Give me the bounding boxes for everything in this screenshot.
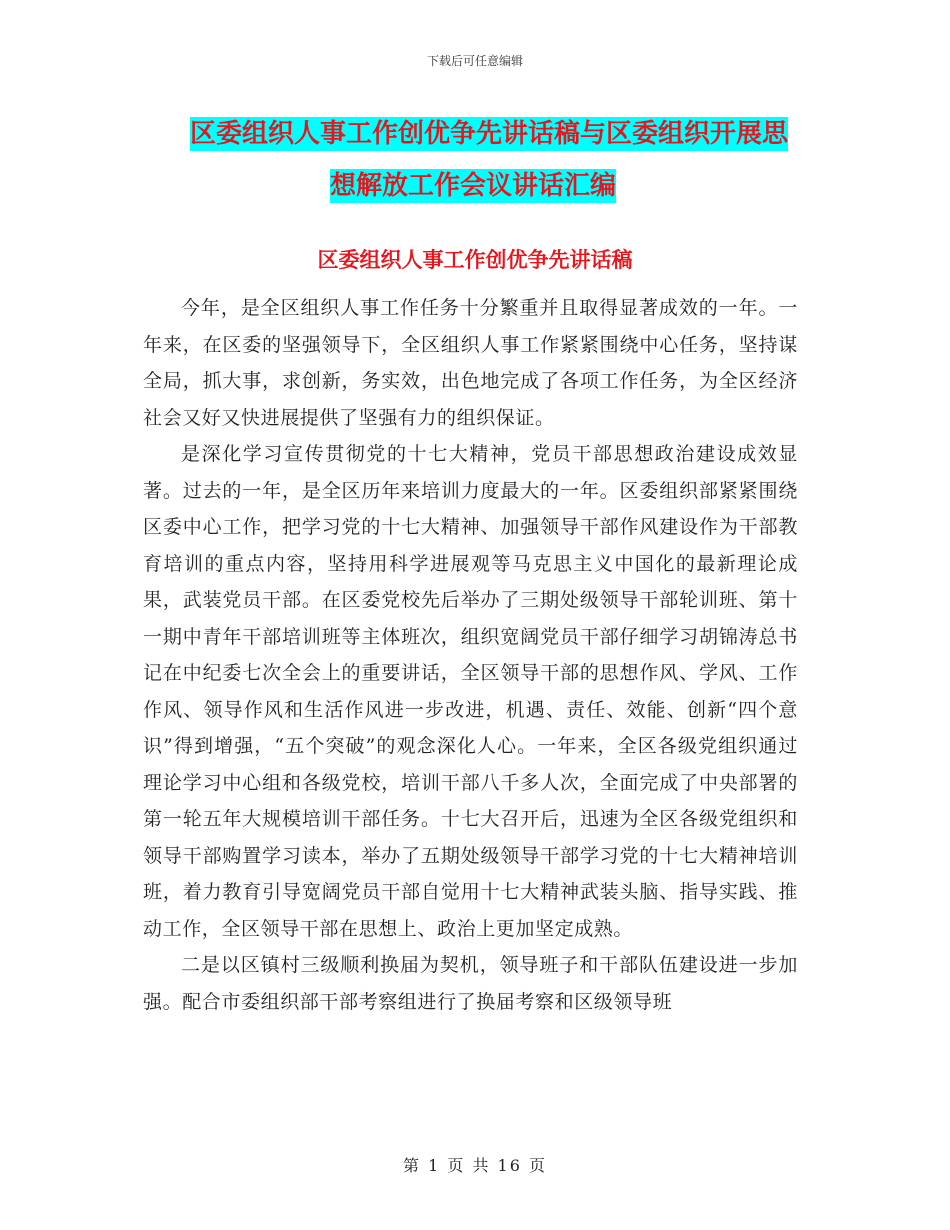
header-note: 下载后可任意编辑 xyxy=(426,54,523,68)
page-footer: 第 1 页 共 16 页 xyxy=(403,1156,547,1175)
paragraph: 今年，是全区组织人事工作任务十分繁重并且取得显著成效的一年。一年来，在区委的坚强领导下，全区组织人事工作紧紧围绕中心任务，坚持谋全局，抓大事，求创新，务实效，出色地完成了各项工作任务，为全区经济社会又好又快进展提供了坚强有力的组织保证。 xyxy=(143,297,798,429)
main-title-line-2 xyxy=(190,160,810,212)
section-title: 区委组织人事工作创优争先讲话稿 xyxy=(317,248,633,272)
paragraph: 是深化学习宣传贯彻党的十七大精神，党员干部思想政治建设成效显著。过去的一年，是全区历年来培训力度最大的一年。区委组织部紧紧围绕区委中心工作，把学习党的十七大精神、加强领导干部作风建设作为干部教育培训的重点内容，坚持用科学进展观等马克思主义中国化的最新理论成果，武装党员干部。在区委党校先后举办了三期处级领导干部轮训班、第十一期中青年干部培训班等主体班次，组织宽阔党员干部仔细学习胡锦涛总书记在中纪委七次全会上的重要讲话，全区领导干部的思想作风、学风、工作作风、领导作风和生活作风进一步改进，机遇、责任、效能、创新“四个意识”得到增强，“五个突破”的观念深化人心。一年来，全区各级党组织通过理论学习中心组和各级党校，培训干部八千多人次，全面完成了中央部署的第一轮五年大规模培训干部任务。十七大召开后，迅速为全区各级党组织和领导干部购置学习读本，举办了五期处级领导干部学习党的十七大精神培训班，着力教育引导宽阔党员干部自觉用十七大精神武装头脑、指导实践、推动工作，全区领导干部在思想上、政治上更加坚定成熟。 xyxy=(143,443,798,940)
main-title-line-1 xyxy=(190,108,810,160)
main-title-line-2-text: 想解放工作会议讲话汇编 xyxy=(330,171,617,201)
body-text xyxy=(143,290,798,1020)
paragraph: 二是以区镇村三级顺利换届为契机，领导班子和干部队伍建设进一步加强。配合市委组织部干部考察组进行了换届考察和区级领导班 xyxy=(143,954,798,1013)
main-title xyxy=(190,108,810,212)
main-title-line-1-text: 区委组织人事工作创优争先讲话稿与区委组织开展思 xyxy=(190,119,789,149)
